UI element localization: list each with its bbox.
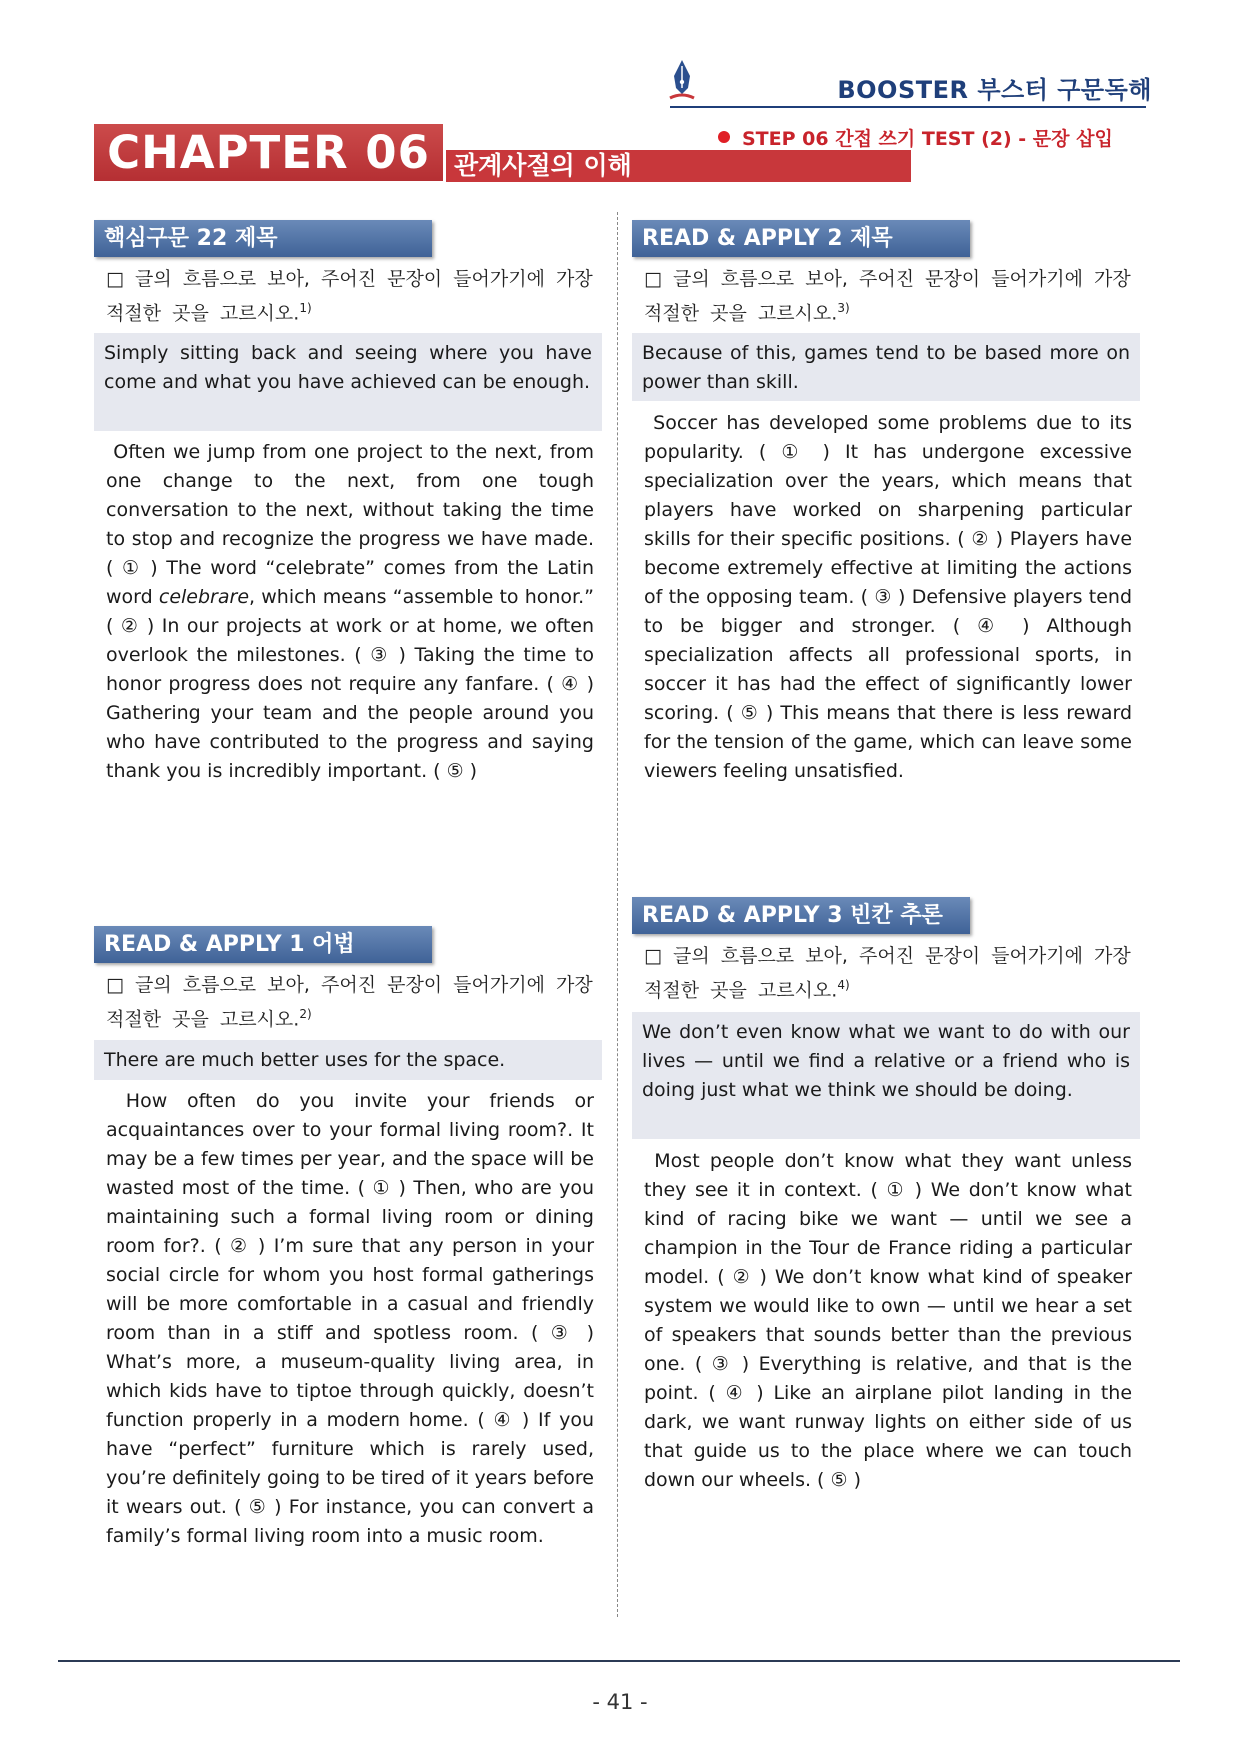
passage-text [644, 409, 1132, 786]
passage-run: I’m sure that any person in your social circle for whom you host formal gatherings will be more comfortable in a casual and friendly room than in a stiff and spotless room. [106, 1235, 595, 1344]
passage-run: Most people don’t know what they want unless they see it in context. [644, 1150, 1132, 1201]
blank-marker: ( ⑤ ) [433, 760, 478, 782]
given-sentence-box: Because of this, games tend to be based more on power than skill. [632, 333, 1140, 401]
passage-run: Often we jump from one project to the next, from one change to the next, from one tough conversation to the next, without taking the time to stop and recognize the progress we have made. [106, 441, 594, 550]
passage-run: Players have become extremely effective at limiting the actions of the opposing team. [644, 528, 1133, 608]
question-text [644, 942, 1134, 1005]
passage-text [106, 438, 594, 786]
blank-marker: ( ① ) [758, 441, 830, 463]
passage-run: We don’t know what kind of speaker system we would like to own — until we hear a set of speakers that sounds better than the previous one. [644, 1266, 1133, 1375]
question-text [644, 265, 1134, 328]
footnote-ref: 3) [837, 301, 850, 315]
passage-run: The word “celebrate” comes from the Latin word [106, 557, 595, 608]
passage-run: In our projects at work or at home, we often overlook the milestones. [106, 615, 594, 666]
fountain-pen-icon [668, 58, 696, 104]
blank-marker: ( ⑤ ) [817, 1469, 861, 1491]
passage-text [644, 1147, 1132, 1495]
passage-run: Gathering your team and the people around you who have contributed to the progress and saying thank you is incredibly important. [106, 702, 594, 782]
question-body: □ 글의 흐름으로 보아, 주어진 문장이 들어가기에 가장 적절한 곳을 고르시오. [106, 268, 593, 325]
blank-marker: ( ③ ) [694, 1353, 750, 1375]
chapter-subtitle: 관계사절의 이해 [446, 150, 911, 182]
section-title-read-apply-3: READ & APPLY 3 빈칸 추론 [632, 897, 970, 934]
footnote-ref: 4) [837, 978, 850, 992]
question-text [106, 971, 596, 1034]
question-body: □ 글의 흐름으로 보아, 주어진 문장이 들어가기에 가장 적절한 곳을 고르시오. [106, 974, 593, 1031]
passage-run: For instance, you can convert a family’s formal living room into a music room. [106, 1496, 595, 1547]
given-sentence-box: Simply sitting back and seeing where you have come and what you have achieved can be enough. [94, 333, 602, 431]
blank-marker: ( ④ ) [477, 1409, 530, 1431]
passage-run: How often do you invite your friends or acquaintances over to your formal living room?. It may be a few times per year, and the space will be wasted most of the time. [106, 1090, 594, 1199]
footnote-ref: 2) [299, 1007, 312, 1021]
question-body: □ 글의 흐름으로 보아, 주어진 문장이 들어가기에 가장 적절한 곳을 고르시오. [644, 268, 1131, 325]
blank-marker: ( ① ) [106, 557, 158, 579]
blank-marker: ( ① ) [870, 1179, 923, 1201]
section-title-read-apply-2: READ & APPLY 2 제목 [632, 220, 970, 257]
given-sentence-box: We don’t even know what we want to do with our lives — until we find a relative or a friend who is doing just what we think we should be doing. [632, 1012, 1140, 1139]
page-number: - 41 - [592, 1690, 648, 1714]
given-sentence-box: There are much better uses for the space. [94, 1040, 602, 1080]
blank-marker: ( ② ) [214, 1235, 266, 1257]
brand-title: BOOSTER 부스터 구문독해 [837, 76, 1152, 104]
footnote-ref: 1) [299, 301, 312, 315]
column-divider [617, 212, 618, 1617]
blank-marker: ( ④ ) [708, 1382, 764, 1404]
passage-run: This means that there is less reward for the tension of the game, which can leave some viewers feeling unsatisfied. [644, 702, 1133, 782]
passage-run: Taking the time to honor progress does not require any fanfare. [106, 644, 594, 695]
question-body: □ 글의 흐름으로 보아, 주어진 문장이 들어가기에 가장 적절한 곳을 고르시오. [644, 945, 1131, 1002]
chapter-title: CHAPTER 06 [94, 124, 443, 181]
blank-marker: ( ③ ) [530, 1322, 595, 1344]
blank-marker: ( ③ ) [860, 586, 906, 608]
passage-run: What’s more, a museum-quality living area, in which kids have to tiptoe through quickly, doesn’t function properly in a modern home. [106, 1351, 594, 1431]
passage-run: Then, who are you maintaining such a formal living room or dining room for?. [106, 1177, 595, 1257]
step-text: STEP 06 간접 쓰기 TEST (2) - 문장 삽입 [742, 128, 1113, 150]
blank-marker: ( ④ ) [546, 673, 594, 695]
passage-run: Everything is relative, and that is the point. [644, 1353, 1133, 1404]
question-text [106, 265, 596, 328]
blank-marker: ( ③ ) [354, 644, 406, 666]
passage-run: It has undergone excessive specialization over the years, which means that players have worked on sharpening particular skills for their specific positions. [644, 441, 1132, 550]
passage-run: If you have “perfect” furniture which is rarely used, you’re definitely going to be tired of it years before it wears out. [106, 1409, 594, 1518]
blank-marker: ( ④ ) [952, 615, 1030, 637]
passage-run: Although specialization affects all professional sports, in soccer it has had the effect of significantly lower scoring. [644, 615, 1133, 724]
section-title-read-apply-1: READ & APPLY 1 어법 [94, 926, 432, 963]
passage-run: Like an airplane pilot landing in the dark, we want runway lights on either side of us that guide us to the place where we can touch down our wheels. [644, 1382, 1133, 1491]
passage-run: Soccer has developed some problems due to its popularity. [644, 412, 1132, 463]
italic-term: celebrare [158, 586, 250, 608]
passage-run: , which means “assemble to honor.” [249, 586, 594, 608]
brand-rule [670, 106, 1146, 108]
blank-marker: ( ① ) [357, 1177, 406, 1199]
blank-marker: ( ② ) [717, 1266, 767, 1288]
passage-text [106, 1087, 594, 1551]
blank-marker: ( ② ) [957, 528, 1004, 550]
footer-rule [58, 1660, 1180, 1662]
step-label [718, 124, 1113, 151]
blank-marker: ( ⑤ ) [726, 702, 774, 724]
bullet-dot-icon [718, 131, 730, 143]
blank-marker: ( ⑤ ) [234, 1496, 282, 1518]
section-title-core-22: 핵심구문 22 제목 [94, 220, 432, 257]
passage-run: We don’t know what kind of racing bike we want — until we see a champion in the Tour de France riding a particular model. [644, 1179, 1133, 1288]
passage-run: Defensive players tend to be bigger and stronger. [644, 586, 1133, 637]
blank-marker: ( ② ) [106, 615, 155, 637]
